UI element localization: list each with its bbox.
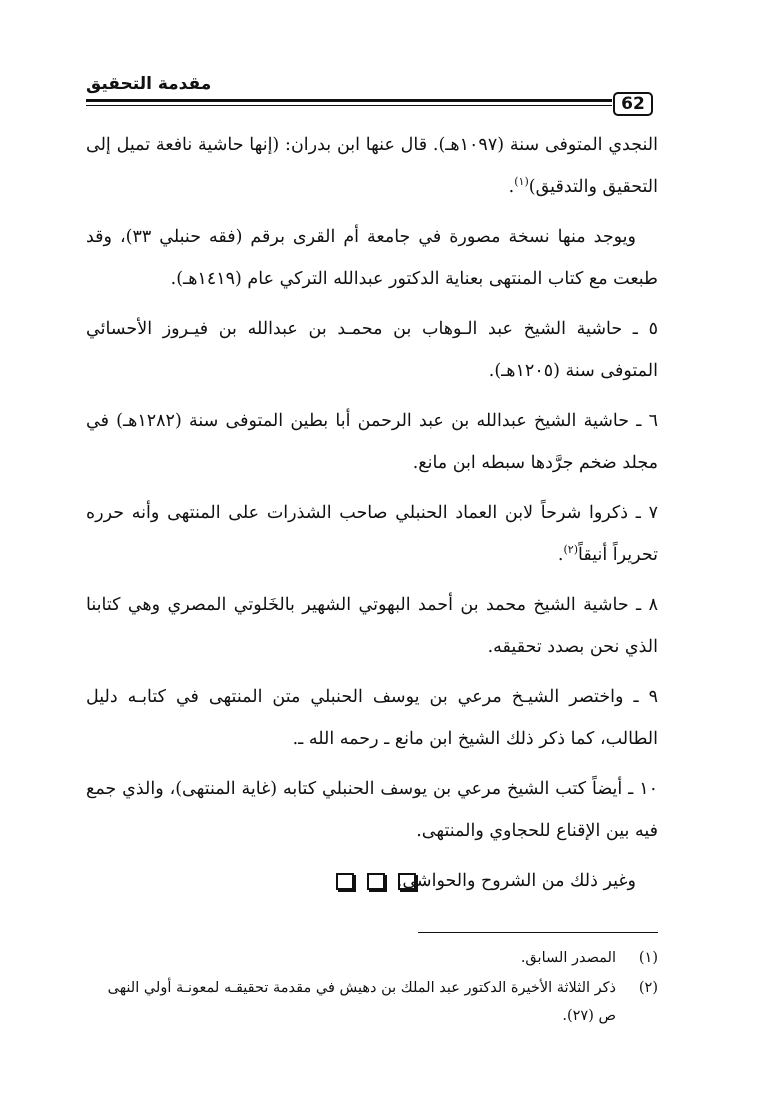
footnote-1: (١)المصدر السابق. (86, 944, 658, 972)
ornament-square-icon (367, 873, 385, 890)
footnote-separator (418, 932, 658, 933)
section-divider-ornament (336, 873, 416, 895)
closing-line: وغير ذلك من الشروح والحواشي. (396, 871, 636, 891)
page-number: 62 (613, 92, 653, 116)
footnote-2: (٢)ذكر الثلاثة الأخيرة الدكتور عبد الملك بن دهيش في مقدمة تحقيقـه لمعونـة أولي النهى ص (٢٧). (86, 974, 658, 1030)
list-item-8: ٨ ـ حاشية الشيخ محمد بن أحمد البهوتي الشهير بالخَلوتي المصري وهي كتابنا الذي نحن بصدد تحقيقه. (86, 595, 658, 657)
list-item-6: ٦ ـ حاشية الشيخ عبدالله بن عبد الرحمن أبا بطين المتوفى سنة (١٢٨٢هـ) في مجلد ضخم جرَّدها سبطه ابن مانع. (86, 411, 659, 473)
footnote-number: (٢) (638, 980, 658, 996)
header-rule-thin (86, 105, 612, 106)
paragraph-2: ويوجد منها نسخة مصورة في جامعة أم القرى برقم (فقه حنبلي ٣٣)، وقد طبعت مع كتاب المنتهى بعناية الدكتور عبدالله التركي عام (١٤١٩هـ). (86, 227, 658, 289)
ornament-square-icon (398, 873, 416, 890)
list-item-5: ٥ ـ حاشية الشيخ عبد الـوهاب بن محمـد بن عبدالله بن فيـروز الأحسائي المتوفى سنة (١٢٠٥هـ). (86, 319, 658, 381)
footnote-ref-2[interactable]: (٢) (563, 543, 579, 557)
footnote-number: (١) (638, 950, 658, 966)
list-item-7: ٧ ـ ذكروا شرحاً لابن العماد الحنبلي صاحب الشذرات على المنتهى وأنه حرره تحريراً أنيقاً$^{(٢)}$. (86, 503, 658, 565)
paragraph-1: النجدي المتوفى سنة (١٠٩٧هـ). قال عنها ابن بدران: (إنها حاشية نافعة تميل إلى التحقيق والتدقيق)$^{(١)}$. (86, 135, 658, 197)
footnote-ref-1[interactable]: (١) (514, 175, 529, 189)
running-header-title: مقدمة التحقيق (86, 74, 212, 94)
list-item-10: ١٠ ـ أيضاً كتب الشيخ مرعي بن يوسف الحنبلي كتابه (غاية المنتهى)، والذي جمع فيه بين الإقناع للحجاوي والمنتهى. (86, 779, 658, 841)
footnotes (86, 944, 658, 1032)
ornament-square-icon (336, 873, 354, 890)
header-rule-thick (86, 99, 612, 102)
body-text (86, 124, 658, 910)
list-item-9: ٩ ـ واختصر الشيـخ مرعي بن يوسف الحنبلي متن المنتهى في كتابـه دليل الطالب، كما ذكر ذلك الشيخ ابن مانع ـ رحمه الله ـ. (86, 687, 658, 749)
